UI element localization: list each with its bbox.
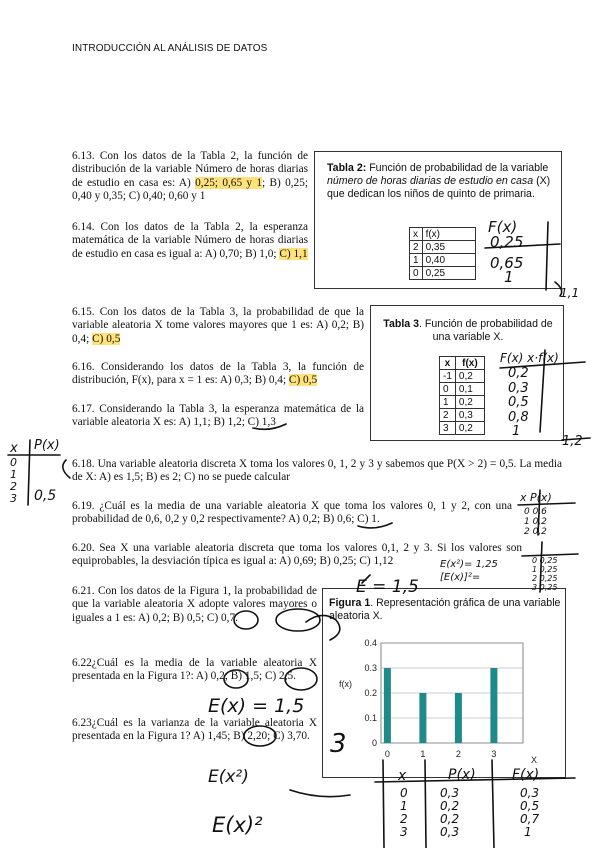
table-row: 0 0,25: [410, 267, 476, 280]
tabla-2-box: [314, 151, 562, 289]
svg-text:3: 3: [10, 492, 17, 505]
svg-text:0,8: 0,8: [508, 410, 529, 425]
svg-text:0,2: 0,2: [440, 799, 460, 813]
question-6-19: [72, 500, 512, 527]
question-text: 6.14. Con los datos de la Tabla 2, la esperanza matemática de la variable Número de horas diarias de estudio en casa es igual a: A) 0,70; B) 1,0;: [72, 221, 308, 260]
svg-text:0,3: 0,3: [440, 786, 460, 800]
question-text: ; B) 0,25; 0,40 y 0,35; C) 0,40; 0,60 y 1: [72, 176, 308, 203]
svg-text:0: 0: [400, 786, 408, 800]
bar: [455, 693, 462, 743]
svg-text:P(x): P(x): [34, 438, 60, 453]
x-tick-label: 2: [455, 749, 461, 759]
figura-1-caption: Figura 1. Representación gráfica de una variable aleatoria X.: [329, 597, 561, 622]
svg-text:0,25: 0,25: [490, 233, 524, 251]
tabla-3-box: [370, 305, 564, 441]
bar: [490, 668, 497, 743]
svg-text:E(x²): E(x²): [208, 767, 249, 787]
hw-t2-fx: F(x): [488, 218, 518, 236]
tabla-3: x f(x) -1 0,2 0 0,1 1 0,2 2 0,3 3 0,2: [439, 356, 485, 435]
page-header: INTRODUCCIÓN AL ANÁLISIS DE DATOS: [72, 43, 268, 54]
x-tick-label: 3: [491, 749, 497, 759]
svg-text:0,3: 0,3: [440, 825, 460, 839]
table-row: 3 0,2: [440, 422, 485, 435]
svg-text:0,7: 0,7: [520, 812, 540, 826]
svg-text:1 0,25: 1 0,25: [532, 565, 558, 574]
table-row: 1 0,2: [440, 396, 485, 409]
svg-text:1,1: 1,1: [560, 286, 580, 300]
svg-text:P(x): P(x): [448, 767, 476, 783]
question-6-20: [72, 542, 522, 569]
svg-text:x P(x): x P(x): [520, 491, 552, 504]
tabla-3-caption: Tabla 3. Función de probabilidad de una variable X.: [383, 318, 553, 343]
question-6-22: [72, 657, 317, 684]
svg-text:2: 2: [400, 812, 408, 826]
svg-text:[E(x)]²=: [E(x)]²=: [440, 572, 481, 583]
table-row: -1 0,2: [440, 370, 485, 383]
y-tick-label: 0.3: [364, 663, 377, 673]
svg-text:0,5: 0,5: [34, 488, 57, 504]
question-text: 6.16. Considerando los datos de la Tabla 3, la función de distribución, F(x), para x = 1 es: A) 0,3; B) 0,4;: [72, 361, 364, 387]
question-text: 6.23¿Cuál es la varianza de la variable aleatoria X presentada en la Figura 1? A) 1,45; B) 2,20; C) 3,70.: [72, 717, 317, 743]
question-6-21: [72, 585, 317, 625]
figura-1-chart: [323, 633, 563, 773]
svg-text:2 0,25: 2 0,25: [532, 574, 558, 583]
svg-text:2 0,2: 2 0,2: [524, 527, 547, 537]
svg-text:E(x)²: E(x)²: [212, 813, 263, 837]
x-axis-label: X: [531, 755, 538, 765]
svg-text:E(x) = 1,5: E(x) = 1,5: [208, 695, 305, 717]
svg-text:0: 0: [10, 456, 17, 469]
svg-text:0,2: 0,2: [440, 812, 460, 826]
x-tick-label: 0: [384, 749, 390, 759]
tabla-2: x f(x) 2 0,35 1 0,40 0 0,25: [409, 227, 476, 280]
question-text: 6.13. Con los datos de la Tabla 2, la función de distribución de la variable Número de horas diarias de estudio en casa es: A): [72, 150, 308, 189]
svg-text:1,2: 1,2: [562, 434, 583, 449]
svg-text:E(x²)= 1,25: E(x²)= 1,25: [440, 559, 498, 570]
x-tick-label: 1: [420, 749, 426, 759]
bar: [419, 693, 426, 743]
table-row: 2 0,3: [440, 409, 485, 422]
figura-1-title: Figura 1: [329, 597, 371, 609]
svg-text:0 0,25: 0 0,25: [532, 556, 558, 565]
question-6-17: [72, 403, 364, 430]
svg-text:1: 1: [504, 268, 514, 286]
svg-text:1: 1: [400, 799, 408, 813]
question-text: 6.15. Con los datos de la Tabla 3, la probabilidad de que la variable aleatoria X tome valores mayores que 1 es: A) 0,2; B) 0,4;: [72, 306, 364, 345]
svg-text:1: 1: [524, 825, 532, 839]
highlighted-answer: 0,25; 0,65 y 1: [195, 176, 263, 189]
y-tick-label: 0.2: [364, 688, 377, 698]
svg-text:2: 2: [10, 480, 17, 493]
question-6-14: [72, 221, 308, 261]
svg-text:3: 3: [400, 825, 408, 839]
svg-text:x: x: [398, 768, 407, 784]
svg-text:1: 1: [10, 468, 17, 481]
question-text: 6.19. ¿Cuál es la media de una variable aleatoria X que toma los valores 0, 1 y 2, con una probabilidad de 0,6, 0,2 y 0,2 respectivamente? A) 0,2; B) 0,6; C) 1.: [72, 500, 512, 526]
question-text: 6.20. Sea X una variable aleatoria discreta que toma los valores 0,1, 2 y 3. Si los valores son equiprobables, la desviación típica es igual a: A) 0,69; B) 0,25; C) 1,12: [72, 542, 522, 568]
svg-text:0,3: 0,3: [520, 786, 540, 800]
table-row: 1 0,40: [410, 254, 476, 267]
highlighted-answer: C) 0,5: [288, 374, 318, 387]
svg-text:0,5: 0,5: [520, 799, 540, 813]
highlighted-answer: C) 1,1: [279, 247, 308, 260]
question-text: 6.17. Considerando la Tabla 3, la esperanza matemática de la variable aleatoria X es: A) 1,1; B) 1,2; C) 1,3: [72, 403, 364, 429]
question-6-13: [72, 150, 308, 204]
question-text: 6.22¿Cuál es la media de la variable aleatoria X presentada en la Figura 1?: A) 0,2; B) 1,5; C) 2,5.: [72, 657, 317, 683]
bar: [384, 668, 391, 743]
hw-t3-header: F(x) x·f(x): [500, 351, 559, 365]
svg-text:F(x): F(x): [512, 767, 540, 783]
svg-text:0,2: 0,2: [508, 366, 529, 381]
svg-text:1: 1: [512, 424, 521, 439]
svg-text:E = 1,5: E = 1,5: [356, 577, 419, 597]
table-row: 0 0,1: [440, 383, 485, 396]
tabla-2-caption: Tabla 2: Función de probabilidad de la variable número de horas diarias de estudio en casa (X) que dedican los niños de quinto de primaria.: [327, 162, 551, 200]
question-6-15: [72, 306, 364, 346]
highlighted-answer: C) 0,5: [92, 332, 121, 345]
figura-1-box: [322, 588, 566, 778]
tabla-3-title: Tabla 3: [383, 318, 419, 330]
svg-text:3 0,25: 3 0,25: [532, 583, 558, 592]
table-row: 2 0,35: [410, 241, 476, 254]
question-text: 6.21. Con los datos de la Figura 1, la probabilidad de que la variable aleatoria X adopte valores mayores o iguales a 1 es: A) 0,2; B) 0,5; C) 0,7.: [72, 585, 317, 624]
svg-text:0,65: 0,65: [490, 254, 524, 272]
svg-text:1 0,2: 1 0,2: [524, 517, 547, 527]
tabla-2-title: Tabla 2:: [327, 162, 367, 174]
y-tick-label: 0.1: [364, 713, 377, 723]
y-axis-label: f(x): [339, 679, 352, 689]
svg-text:3: 3: [330, 729, 347, 759]
svg-text:0,5: 0,5: [508, 395, 529, 410]
svg-text:0,3: 0,3: [508, 381, 529, 396]
question-6-18: [72, 458, 562, 485]
question-6-23: [72, 717, 317, 744]
question-text: 6.18. Una variable aleatoria discreta X toma los valores 0, 1, 2 y 3 y sabemos que P(X > 2) = 0,5. La media de X: A) es 1,5; B) es 2; C) no se puede calcular: [72, 458, 562, 484]
y-tick-label: 0: [371, 738, 377, 748]
y-tick-label: 0.4: [364, 638, 377, 648]
svg-text:0 0,6: 0 0,6: [524, 507, 547, 517]
svg-text:x: x: [10, 441, 18, 456]
question-6-16: [72, 361, 364, 388]
